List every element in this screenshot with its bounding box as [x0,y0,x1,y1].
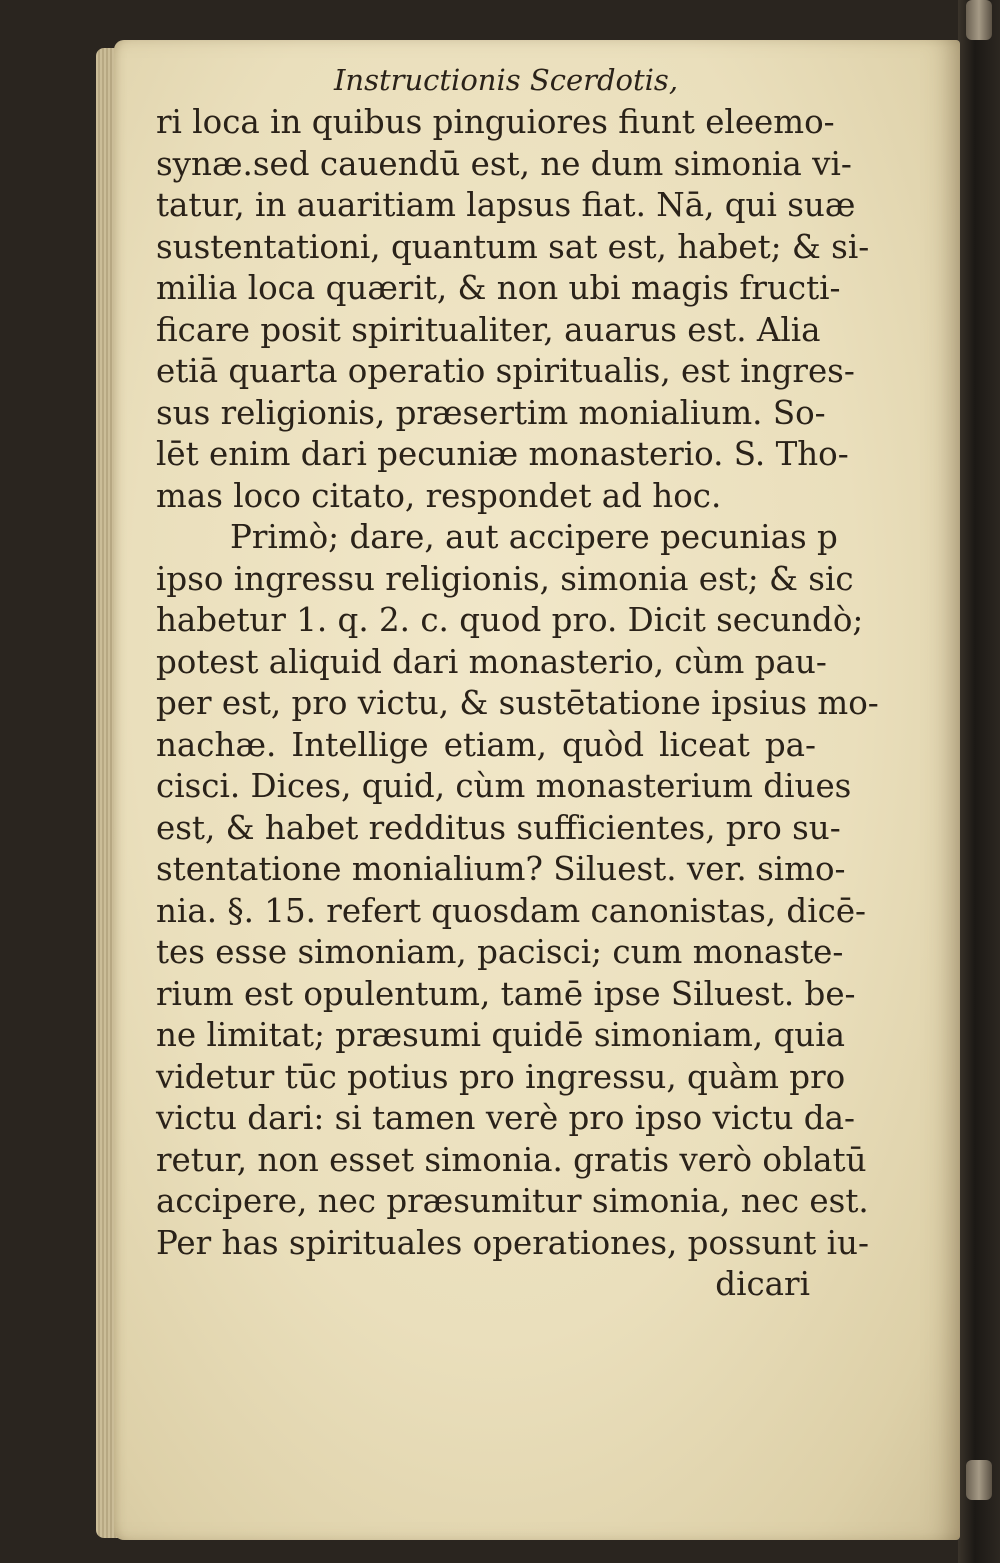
text-line: retur, non esset simonia. gratis verò oblatū [156,1140,867,1179]
text-line-paragraph-start: Primò; dare, aut accipere pecunias p [230,518,838,556]
text-line: per est, pro victu, & sustētatione ipsius mo- [156,684,879,722]
catchword: dicari [715,1265,810,1303]
running-head: Instructionis Scerdotis, [333,63,679,97]
text-line: nachæ. Intellige etiam, quòd liceat pa- [156,725,816,764]
text-line: etiā quarta operatio spiritualis, est ingres- [156,352,855,390]
text-line: sustentationi, quantum sat est, habet; & si- [156,227,870,266]
text-line: accipere, nec præsumitur simonia, nec est. [156,1182,869,1220]
text-line: habetur 1. q. 2. c. quod pro. Dicit secundò; [156,601,864,639]
text-line: tes esse simoniam, pacisci; cum monaste- [156,933,844,971]
book-spine [958,0,1000,1563]
text-line: ne limitat; præsumi quidē simoniam, quia [156,1016,845,1054]
text-line: stentatione monialium? Siluest. ver. simo- [156,850,846,888]
text-line: mas loco citato, respondet ad hoc. [156,476,722,515]
text-line: videtur tūc potius pro ingressu, quàm pro [156,1057,846,1096]
text-line: ri loca in quibus pinguiores fiunt eleemo- [156,103,835,141]
text-line: tatur, in auaritiam lapsus fiat. Nā, qui suæ [156,186,856,224]
text-line: Per has spirituales operationes, possunt iu- [156,1223,869,1262]
text-line: est, & habet redditus sufficientes, pro su- [156,808,841,847]
text-line: sus religionis, præsertim monialium. So- [156,393,826,432]
spine-band [966,0,992,40]
text-line: ficare posit spiritualiter, auarus est. Alia [156,310,821,349]
text-line: synæ.sed cauendū est, ne dum simonia vi- [156,144,852,183]
text-line: victu dari: si tamen verè pro ipso victu da- [156,1099,855,1137]
text-line: cisci. Dices, quid, cùm monasterium diues [156,767,852,805]
page-text [156,60,879,1306]
text-line: ipso ingressu religionis, simonia est; & sic [156,559,854,598]
spine-band [966,1460,992,1500]
text-line: lēt enim dari pecuniæ monasterio. S. Tho- [156,435,849,473]
text-line: rium est opulentum, tamē ipse Siluest. be- [156,974,856,1013]
text-line: nia. §. 15. refert quosdam canonistas, dicē- [156,891,867,930]
text-line: milia loca quærit, & non ubi magis fructi- [156,269,841,307]
text-line: potest aliquid dari monasterio, cùm pau- [156,642,827,681]
